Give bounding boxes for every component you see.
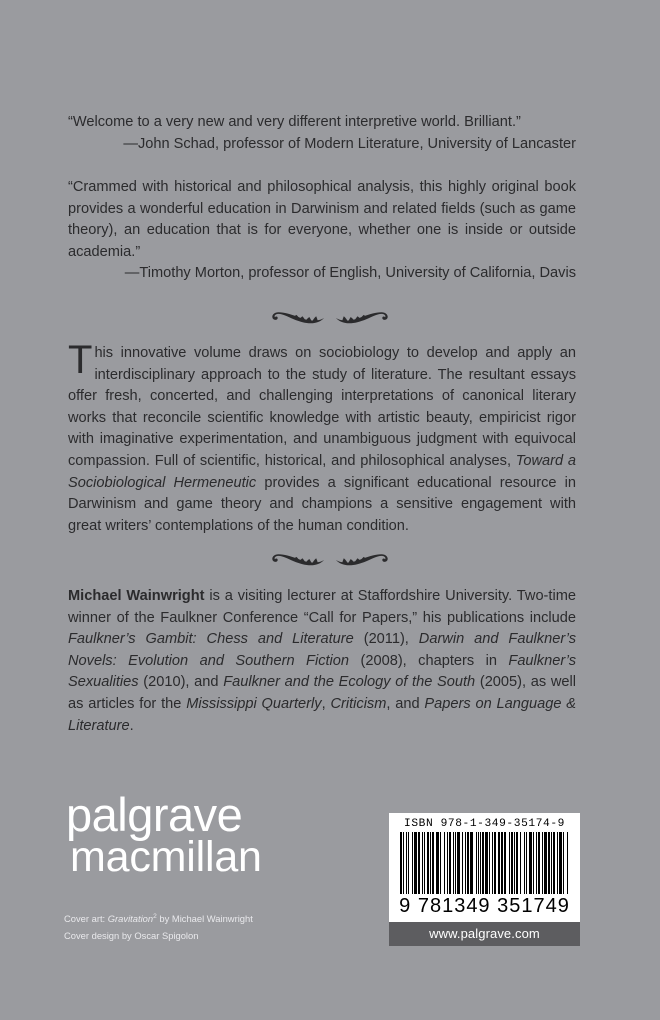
- bio-work-2: Darwin and Faulkner’s Novels: Evolution and Southern Fiction: [68, 631, 577, 669]
- cover-design-credit: Cover design by Oscar Spigolon: [64, 930, 199, 941]
- cover-credits: [64, 910, 253, 944]
- description-book-title: Toward a Sociobiological Hermeneutic: [68, 452, 576, 491]
- fleuron-divider-icon-top: [0, 303, 660, 329]
- author-name: Michael Wainwright: [68, 588, 205, 604]
- bio-seg-5: (2005), as well as articles for the: [68, 674, 576, 712]
- logo-palgrave-text: palgrave: [66, 788, 243, 841]
- blurb-1-quote: “Welcome to a very new and very different interpretive world. Brilliant.”: [68, 114, 521, 130]
- description-section: [68, 338, 577, 537]
- blurb-1-attribution: —John Schad, professor of Modern Literature, University of Lancaster: [123, 135, 576, 152]
- bio-seg-2: (2011),: [353, 631, 419, 648]
- author-bio-section: [68, 586, 576, 737]
- description-part-2: provides a significant educational resource in Darwinism and game theory and champions a sensitive engagement with great writers’ contemplations of the human condition.: [68, 474, 577, 534]
- cover-art-suffix: by Michael Wainwright: [156, 913, 253, 924]
- author-bio-paragraph: [68, 586, 576, 737]
- bio-seg-1: is a visiting lecturer at Staffordshire University. Two-time winner of the Faulkner Conference “Call for Papers,” his publications include: [68, 588, 576, 626]
- bio-seg-8: .: [129, 717, 134, 734]
- description-dropcap: T: [68, 338, 93, 382]
- description-paragraph: [68, 338, 577, 537]
- bio-work-3: Faulkner’s Sexualities: [68, 652, 577, 691]
- bio-seg-6: ,: [321, 695, 331, 712]
- bio-seg-4: (2010), and: [138, 674, 224, 691]
- bio-work-4: Faulkner and the Ecology of the South: [223, 674, 476, 691]
- bio-work-7: Papers on Language & Literature: [68, 695, 576, 734]
- isbn-barcode-block: [389, 813, 580, 946]
- palgrave-macmillan-logo: [66, 788, 262, 882]
- logo-macmillan-text: macmillan: [70, 833, 262, 882]
- description-part-1: his innovative volume draws on sociobiology to develop and apply an interdisciplinary approach to the study of literature. The resultant essays offer fresh, concerted, and challenging interpretations of canonical literary works that reconcile scientific knowledge with artistic beauty, empiricist rigor with imaginative experimentation, and unambiguous judgment with equivocal compassion. Full of scientific, historical, and philosophical analyses,: [68, 345, 576, 469]
- bio-work-6: Criticism: [330, 695, 387, 712]
- barcode-digits: 9 781349 351749: [399, 895, 570, 917]
- fleuron-divider-icon-bottom: [0, 545, 660, 571]
- blurbs-section: [68, 112, 576, 307]
- bio-seg-7: , and: [386, 695, 425, 712]
- bio-work-5: Mississippi Quarterly: [186, 695, 322, 712]
- blurb-2-attribution: —Timothy Morton, professor of English, University of California, Davis: [124, 265, 576, 281]
- cover-art-title: Gravitation: [107, 913, 154, 924]
- bio-seg-3: (2008), chapters in: [349, 652, 509, 669]
- isbn-number-label: ISBN 978-1-349-35174-9: [404, 818, 565, 830]
- cover-art-superscript: 2: [153, 912, 157, 920]
- blurb-2-quote: “Crammed with historical and philosophical analysis, this highly original book provides a wonderful education in Darwinism and related fields (such as game theory), an education that is for everyone, whether one is inside or outside academia.”: [68, 179, 576, 260]
- blurb-1: [68, 112, 576, 155]
- cover-art-prefix: Cover art:: [64, 913, 108, 924]
- publisher-website-url: www.palgrave.com: [389, 922, 580, 946]
- cover-art-credit: [64, 910, 253, 927]
- barcode-bars: [400, 832, 569, 894]
- bio-work-1: Faulkner’s Gambit: Chess and Literature: [68, 631, 354, 648]
- blurb-2: [68, 177, 576, 285]
